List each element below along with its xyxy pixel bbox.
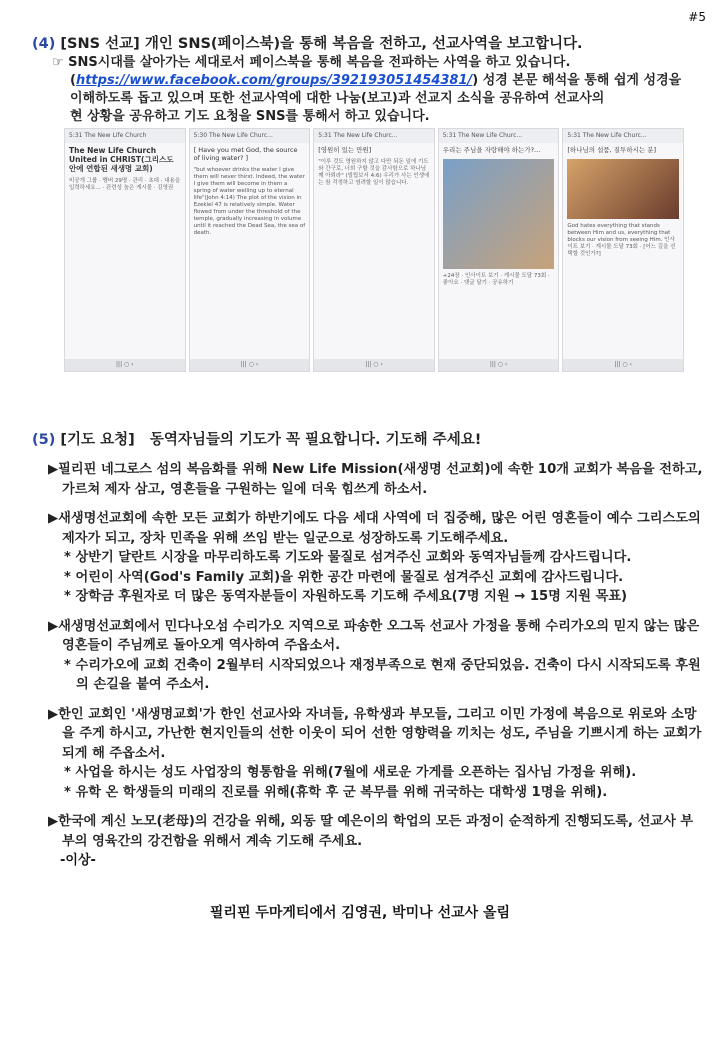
prayer-item: ▶새생명선교회에서 민다나오섬 수리가오 지역으로 파송한 오그독 선교사 가정을 통해 수리가오의 믿지 않는 많은 영혼들이 주님께로 돌아오게 역사하여 주옵소서. * 수리가오에 교회 건축이 2월부터 시작되었으나 재정부족으로 현재 중단되었음. 건축이 다시 시작되도록 후원의 손길을 붙여 주소서. bbox=[48, 618, 701, 692]
screenshot-5: 5:31 The New Life Churc... [하나님의 섭품, 질투하시는 분] God hates everything that stands between Him and us, everything that blocks our vision from seeing Him. 인사이트 보기 · 게시물 도달 73회 · [어느 길을 선택할 것인가?] ||| ○ ‹ bbox=[562, 128, 684, 372]
prayer-list bbox=[48, 460, 704, 861]
page-number: #5 bbox=[688, 10, 706, 24]
prayer-section-label: [기도 요청] bbox=[60, 432, 135, 448]
post-image bbox=[567, 159, 679, 219]
facebook-group-link[interactable]: https://www.facebook.com/groups/392193051454381/ bbox=[75, 73, 473, 88]
screenshot-2: 5:30 The New Life Churc... [ Have you met God, the source of living water? ] "but whoever drinks the water I give them will never thirst. Indeed, the water I give them will become in them a spring of water welling up to eternal life"(John 4:14) The plot of the vision in Ezekiel 47 is relatively simple. Water flowed from under the threshold of the temple, gradually increasing in volume until it reached the Dead Sea, the sea of death. ||| ○ ‹ bbox=[189, 128, 311, 372]
sns-description bbox=[52, 54, 702, 126]
facebook-screenshots bbox=[64, 128, 684, 372]
sns-line-3: 이해하도록 돕고 있으며 또한 선교사역에 대한 나눔(보고)과 선교지 소식을 공유하여 선교사의 bbox=[70, 91, 605, 106]
closing-mark: -이상- bbox=[60, 853, 96, 868]
prayer-section-title-text: 동역자님들의 기도가 꼭 필요합니다. 기도해 주세요! bbox=[149, 432, 482, 448]
prayer-item: ▶한인 교회인 '새생명교회'가 한인 선교사와 자녀들, 유학생과 부모들, 그리고 이민 가정에 복음으로 위로와 소망을 주게 하시고, 가난한 현지인들의 선한 이웃이 되어 선한 영향력을 끼치는 성도, 주님을 기쁘시게 하는 교회가 되게 해 주옵소서. * 사업을 하시는 성도 사업장의 형통함을 위해(7월에 새로운 가게를 오픈하는 집사님 가정을 위해). * 유학 온 학생들의 미래의 진로를 위해(휴학 후 군 복무를 위해 귀국하는 대학생 1명을 위해). bbox=[48, 706, 702, 800]
prayer-item: ▶필리핀 네그로스 섬의 복음화를 위해 New Life Mission(새생명 선교회)에 속한 10개 교회가 복음을 전하고, 가르쳐 제자 삼고, 영혼들을 구원하는 일에 더욱 힘쓰게 하소서. bbox=[48, 462, 703, 497]
sns-line-1: ☞ SNS시대를 살아가는 세대로서 페이스북을 통해 복음을 전파하는 사역을 하고 있습니다. bbox=[52, 55, 571, 70]
photo-collage bbox=[443, 159, 555, 269]
sns-line-4: 현 상황을 공유하고 기도 요청을 SNS를 통해서 하고 있습니다. bbox=[70, 109, 430, 124]
signature: 필리핀 두마게티에서 김영권, 박미나 선교사 올림 bbox=[209, 905, 511, 921]
prayer-section-number: (5) bbox=[32, 432, 56, 448]
screenshot-3: 5:31 The New Life Churc... [영원히 있는 만원] "이루 것도 영원하지 않고 다만 되돈 일에 기도와 간구로, 너희 구할 것을 감사함으로 하나님께 아뢰라" (빌립보서 4:6) 우리가 사는 인생에는 참 걱정하고 염려할 일이 많습니다. ||| ○ ‹ bbox=[313, 128, 435, 372]
screenshot-4: 5:31 The New Life Churc... 우리는 주님을 자랑해야 하는가?... +24장 · 인사이트 보기 · 게시물 도달 73회 · 좋아요 · 댓글 달기 · 공유하기 ||| ○ ‹ bbox=[438, 128, 560, 372]
prayer-item: ▶한국에 계신 노모(老母)의 건강을 위해, 외동 딸 예은이의 학업의 모든 과정이 순적하게 진행되도록, 선교사 부부의 영육간의 강건함을 위해서 계속 기도해 주세요. bbox=[48, 814, 694, 849]
sns-section-number: (4) bbox=[32, 36, 56, 52]
sns-section-title-text: 개인 SNS(페이스북)을 통해 복음을 전하고, 선교사역을 보고합니다. bbox=[144, 36, 583, 52]
sns-section-title bbox=[32, 32, 583, 53]
sns-section-label: [SNS 선교] bbox=[60, 36, 140, 52]
prayer-section-title bbox=[32, 428, 481, 449]
screenshot-1: 5:31 The New Life Church The New Life Church United in CHRIST(그리스도 안에 연합된 새생명 교회) 비공개 그룹 · 멤버 29명 · 관리 · 초대 · 내용을 입력하세요... · 관련성 높은 게시물 · 김영권 ||| ○ ‹ bbox=[64, 128, 186, 372]
prayer-item: ▶새생명선교회에 속한 모든 교회가 하반기에도 다음 세대 사역에 더 집중해, 많은 어린 영혼들이 예수 그리스도의 제자가 되고, 장차 민족을 위해 쓰임 받는 일군으로 성장하도록 기도해주세요. * 상반기 달란트 시장을 마무리하도록 기도와 물질로 섬겨주신 교회와 동역자님들께 감사드립니다. * 어린이 사역(God's Family 교회)을 위한 공간 마련에 물질로 섬겨주신 교회에 감사드립니다. * 장학금 후원자로 더 많은 동역자분들이 자원하도록 기도해 주세요(7명 지원 → 15명 지원 목표) bbox=[48, 511, 701, 604]
sns-line-2: (https://www.facebook.com/groups/392193051454381/) 성경 본문 해석을 통해 쉽게 성경을 bbox=[70, 73, 682, 88]
